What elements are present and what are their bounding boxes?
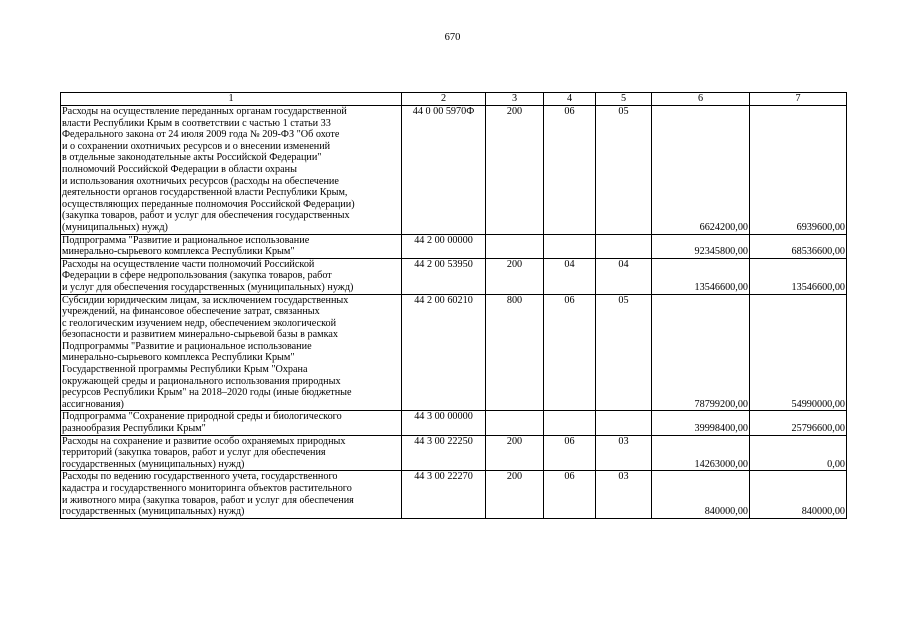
row-section: 04 bbox=[544, 258, 596, 294]
row-amount-col7: 6939600,00 bbox=[750, 106, 847, 235]
row-section: 06 bbox=[544, 471, 596, 518]
row-expense-type bbox=[486, 234, 544, 258]
row-amount-col6: 13546600,00 bbox=[652, 258, 750, 294]
table-row bbox=[61, 258, 847, 294]
row-description: Расходы по ведению государственного учета, государственного кадастра и государственного мониторинга объектов растительного и животного мира (закупка товаров, работ и услуг для обеспечения государственных (муниципальных) нужд) bbox=[61, 471, 402, 518]
row-amount-col6: 6624200,00 bbox=[652, 106, 750, 235]
table-header-row bbox=[61, 93, 847, 106]
row-subsection bbox=[596, 411, 652, 435]
row-amount-col7: 13546600,00 bbox=[750, 258, 847, 294]
table-row bbox=[61, 106, 847, 235]
row-expense-type: 200 bbox=[486, 258, 544, 294]
row-description: Расходы на осуществление части полномочий Российской Федерации в сфере недропользования (закупка товаров, работ и услуг для обеспечения государственных (муниципальных) нужд) bbox=[61, 258, 402, 294]
row-subsection: 05 bbox=[596, 106, 652, 235]
row-amount-col6: 39998400,00 bbox=[652, 411, 750, 435]
row-section bbox=[544, 234, 596, 258]
row-amount-col7: 25796600,00 bbox=[750, 411, 847, 435]
row-description: Расходы на осуществление переданных органам государственной власти Республики Крым в соответствии с частью 1 статьи 33 Федерального закона от 24 июля 2009 года № 209-ФЗ "Об охоте и о сохранении охотничьих ресурсов и о внесении изменений в отдельные законодательные акты Российской Федерации" полномочий Российской Федерации в области охраны и использования охотничьих ресурсов (расходы на обеспечение деятельности органов государственной власти Республики Крым, осуществляющих переданные полномочия Российской Федерации) (закупка товаров, работ и услуг для обеспечения государственных (муниципальных) нужд) bbox=[61, 106, 402, 235]
page-number: 670 bbox=[444, 32, 461, 43]
row-target-code: 44 2 00 53950 bbox=[402, 258, 486, 294]
row-subsection: 03 bbox=[596, 435, 652, 471]
header-cell-7: 7 bbox=[750, 93, 847, 106]
row-section: 06 bbox=[544, 435, 596, 471]
row-expense-type: 200 bbox=[486, 471, 544, 518]
table-row bbox=[61, 294, 847, 411]
table-row bbox=[61, 234, 847, 258]
row-amount-col6: 78799200,00 bbox=[652, 294, 750, 411]
row-amount-col7: 68536600,00 bbox=[750, 234, 847, 258]
row-expense-type: 800 bbox=[486, 294, 544, 411]
row-amount-col7: 54990000,00 bbox=[750, 294, 847, 411]
row-section: 06 bbox=[544, 106, 596, 235]
table-row bbox=[61, 435, 847, 471]
row-description: Подпрограмма "Сохранение природной среды и биологического разнообразия Республики Крым" bbox=[61, 411, 402, 435]
row-description: Расходы на сохранение и развитие особо охраняемых природных территорий (закупка товаров, работ и услуг для обеспечения государственных (муниципальных) нужд) bbox=[61, 435, 402, 471]
row-target-code: 44 3 00 00000 bbox=[402, 411, 486, 435]
row-target-code: 44 0 00 5970Ф bbox=[402, 106, 486, 235]
row-amount-col6: 92345800,00 bbox=[652, 234, 750, 258]
row-subsection: 04 bbox=[596, 258, 652, 294]
row-target-code: 44 2 00 60210 bbox=[402, 294, 486, 411]
row-description: Подпрограмма "Развитие и рациональное использование минерально-сырьевого комплекса Республики Крым" bbox=[61, 234, 402, 258]
row-subsection: 05 bbox=[596, 294, 652, 411]
table-row bbox=[61, 471, 847, 518]
row-expense-type bbox=[486, 411, 544, 435]
row-expense-type: 200 bbox=[486, 435, 544, 471]
row-amount-col6: 840000,00 bbox=[652, 471, 750, 518]
row-subsection: 03 bbox=[596, 471, 652, 518]
row-section bbox=[544, 411, 596, 435]
row-description: Субсидии юридическим лицам, за исключением государственных учреждений, на финансовое обеспечение затрат, связанных с геологическим изучением недр, обеспечением экологической безопасности и развитием минерально-сырьевой базы в рамках Подпрограммы "Развитие и рациональное использование минерально-сырьевого комплекса Республики Крым" Государственной программы Республики Крым "Охрана окружающей среды и рационального использования природных ресурсов Республики Крым" на 2018–2020 годы (иные бюджетные ассигнования) bbox=[61, 294, 402, 411]
header-cell-2: 2 bbox=[402, 93, 486, 106]
budget-table bbox=[60, 92, 847, 519]
table-row bbox=[61, 411, 847, 435]
row-amount-col6: 14263000,00 bbox=[652, 435, 750, 471]
header-cell-4: 4 bbox=[544, 93, 596, 106]
row-expense-type: 200 bbox=[486, 106, 544, 235]
row-target-code: 44 3 00 22270 bbox=[402, 471, 486, 518]
row-amount-col7: 840000,00 bbox=[750, 471, 847, 518]
row-target-code: 44 3 00 22250 bbox=[402, 435, 486, 471]
header-cell-6: 6 bbox=[652, 93, 750, 106]
row-target-code: 44 2 00 00000 bbox=[402, 234, 486, 258]
row-amount-col7: 0,00 bbox=[750, 435, 847, 471]
header-cell-5: 5 bbox=[596, 93, 652, 106]
row-subsection bbox=[596, 234, 652, 258]
header-cell-3: 3 bbox=[486, 93, 544, 106]
header-cell-1: 1 bbox=[61, 93, 402, 106]
row-section: 06 bbox=[544, 294, 596, 411]
